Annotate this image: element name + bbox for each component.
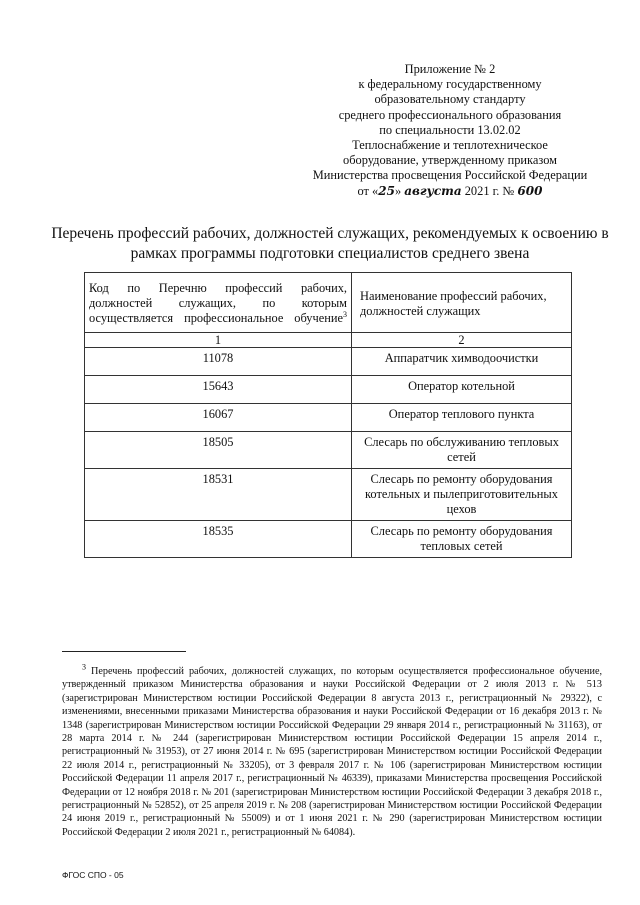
order-date-line — [300, 184, 600, 199]
profession-code: 18505 — [85, 432, 352, 469]
profession-name: Слесарь по ремонту оборудования тепловых сетей — [352, 521, 572, 558]
appendix-header — [300, 62, 600, 199]
header-code-cell — [85, 273, 352, 333]
header-code-label: Код по Перечню профессий рабочих, должностей служащих, по которым осуществляется профессиональное обучение — [89, 281, 347, 325]
footnote — [62, 662, 603, 839]
table-row — [85, 404, 572, 432]
profession-name: Слесарь по обслуживанию тепловых сетей — [352, 432, 572, 469]
table-row — [85, 469, 572, 521]
footnote-text: Перечень профессий рабочих, должностей служащих, по которым осуществляется профессиональное обучение, утвержденный приказом Министерства образования и науки Российской Федерации от 2 июля 2013 г. № 513 (зарегистрирован Министерством юстиции Российской Федерации 8 августа 2013 г., регистрационный № 29322), с изменениями, внесенными приказами Министерства образования и науки Российской Федерации от 16 декабря 2013 г. № 1348 (зарегистрирован Министерством юстиции Российской Федерации 29 января 2014 г., регистрационный № 31163), от 28 марта 2014 г. № 244 (зарегистрирован Министерством юстиции Российской Федерации 15 апреля 2014 г., регистрационный № 31953), от 27 июня 2014 г. № 695 (зарегистрирован Министерством юстиции Российской Федерации 22 июля 2014 г., регистрационный № 33205), от 3 февраля 2017 г. № 106 (зарегистрирован Министерством юстиции Российской Федерации 11 апреля 2017 г., регистрационный № 46339), приказами Министерства просвещения Российской Федерации от 12 ноября 2018 г. № 201 (зарегистрирован Министерством юстиции Российской Федерации 3 декабря 2018 г., регистрационный № 52852), от 25 апреля 2019 г. № 208 (зарегистрирован Министерством юстиции Российской Федерации 24 июня 2019 г., регистрационный № 55009) и от 1 июня 2021 г. № 290 (зарегистрирован Министерством юстиции Российской Федерации 2 июля 2021 г., регистрационный № 64084). — [62, 666, 603, 838]
date-year: 2021 г. № — [461, 183, 518, 198]
handwritten-order-number: 600 — [517, 183, 543, 198]
table-row — [85, 348, 572, 376]
date-mid: » — [394, 183, 405, 198]
table-row — [85, 432, 572, 469]
table-header-row — [85, 273, 572, 333]
column-number-row — [85, 333, 572, 348]
appendix-line: к федеральному государственному — [358, 77, 542, 92]
footnote-ref: 3 — [343, 309, 347, 319]
appendix-line: Приложение № 2 — [404, 62, 496, 76]
page-footer: ФГОС СПО - 05 — [62, 870, 124, 880]
column-number: 2 — [352, 333, 572, 348]
appendix-line: среднего профессионального образования — [338, 107, 562, 122]
profession-name: Аппаратчик химводоочистки — [352, 348, 572, 376]
document-title: Перечень профессий рабочих, должностей служащих, рекомендуемых к освоению в рамках программы подготовки специалистов среднего звена — [51, 225, 609, 262]
profession-code: 11078 — [85, 348, 352, 376]
profession-name: Слесарь по ремонту оборудования котельных и пылеприготовительных цехов — [352, 469, 572, 521]
appendix-line: Теплоснабжение и теплотехническое — [352, 138, 548, 153]
appendix-line: образовательному стандарту — [374, 92, 526, 107]
footnote-separator — [62, 651, 186, 652]
handwritten-month: августа — [404, 183, 462, 198]
professions-table — [84, 272, 572, 558]
appendix-line: Министерства просвещения Российской Федерации — [312, 168, 588, 183]
appendix-line: оборудование, утвержденному приказом — [343, 153, 557, 168]
date-prefix: от « — [357, 183, 379, 198]
profession-code: 18531 — [85, 469, 352, 521]
profession-code: 16067 — [85, 404, 352, 432]
table-row — [85, 521, 572, 558]
footnote-mark: 3 — [82, 662, 86, 672]
profession-code: 18535 — [85, 521, 352, 558]
profession-name: Оператор котельной — [352, 376, 572, 404]
table-row — [85, 376, 572, 404]
handwritten-day: 25 — [378, 183, 395, 198]
appendix-line: по специальности 13.02.02 — [379, 122, 521, 137]
column-number: 1 — [85, 333, 352, 348]
profession-name: Оператор теплового пункта — [352, 404, 572, 432]
profession-code: 15643 — [85, 376, 352, 404]
header-name-cell: Наименование профессий рабочих, должностей служащих — [352, 273, 572, 333]
